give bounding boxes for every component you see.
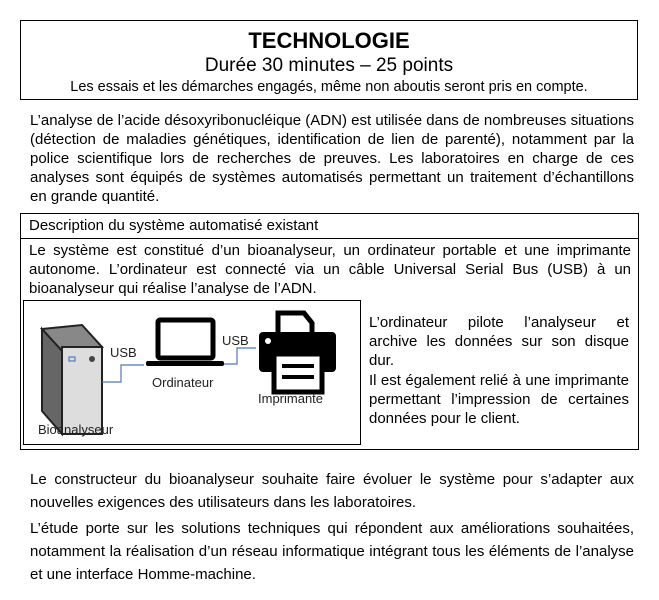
side-text-2: Il est également relié à une imprimante permettant l’impression de certaines données pour le client. [369, 372, 629, 427]
bioanalyzer-icon [42, 325, 102, 434]
paragraph-2: Le constructeur du bioanalyseur souhaite faire évoluer le système pour s’adapter aux nouvelles exigences des utilisateurs dans les laboratoires. [30, 471, 634, 511]
analyzer-label: Bioanalyseur [38, 422, 114, 437]
usb-label-2: USB [222, 333, 249, 348]
computer-label: Ordinateur [152, 375, 214, 390]
note: Les essais et les démarches engagés, même non aboutis seront pris en compte. [70, 79, 588, 95]
header-box [20, 20, 638, 100]
title: TECHNOLOGIE [248, 28, 410, 53]
paragraph-3: L’étude porte sur les solutions techniques qui répondent aux améliorations souhaitées, notamment la réalisation d’un réseau informatique intégrant tous les éléments de l’analyse et une interface Homme-machine. [30, 520, 634, 583]
description-title: Description du système automatisé existant [21, 214, 638, 239]
description-text: Le système est constitué d’un bioanalyseur, un ordinateur portable et une imprimante autonome. L’ordinateur est connecté via un câble Universal Serial Bus (USB) à un bioanalyseur qui réalise l’analyse de l’ADN. [29, 242, 631, 297]
printer-label: Imprimante [258, 391, 324, 406]
description-box [20, 213, 639, 450]
usb-label-1: USB [110, 345, 137, 360]
duration: Durée 30 minutes – 25 points [204, 55, 454, 76]
system-diagram [23, 300, 361, 445]
side-text-1: L’ordinateur pilote l’analyseur et archive les données sur son disque dur. [369, 314, 629, 369]
intro-paragraph: L’analyse de l’acide désoxyribonucléique (ADN) est utilisée dans de nombreuses situations (détection de maladies génétiques, identification de lien de parenté), notamment par la police scientifique lors de recherches de preuves. Les laboratoires en charge de ces analyses sont équipés de systèmes automatisés permettant un traitement d’échantillons en grande quantité. [30, 112, 634, 205]
laptop-icon [146, 320, 224, 366]
printer-icon [259, 313, 336, 392]
